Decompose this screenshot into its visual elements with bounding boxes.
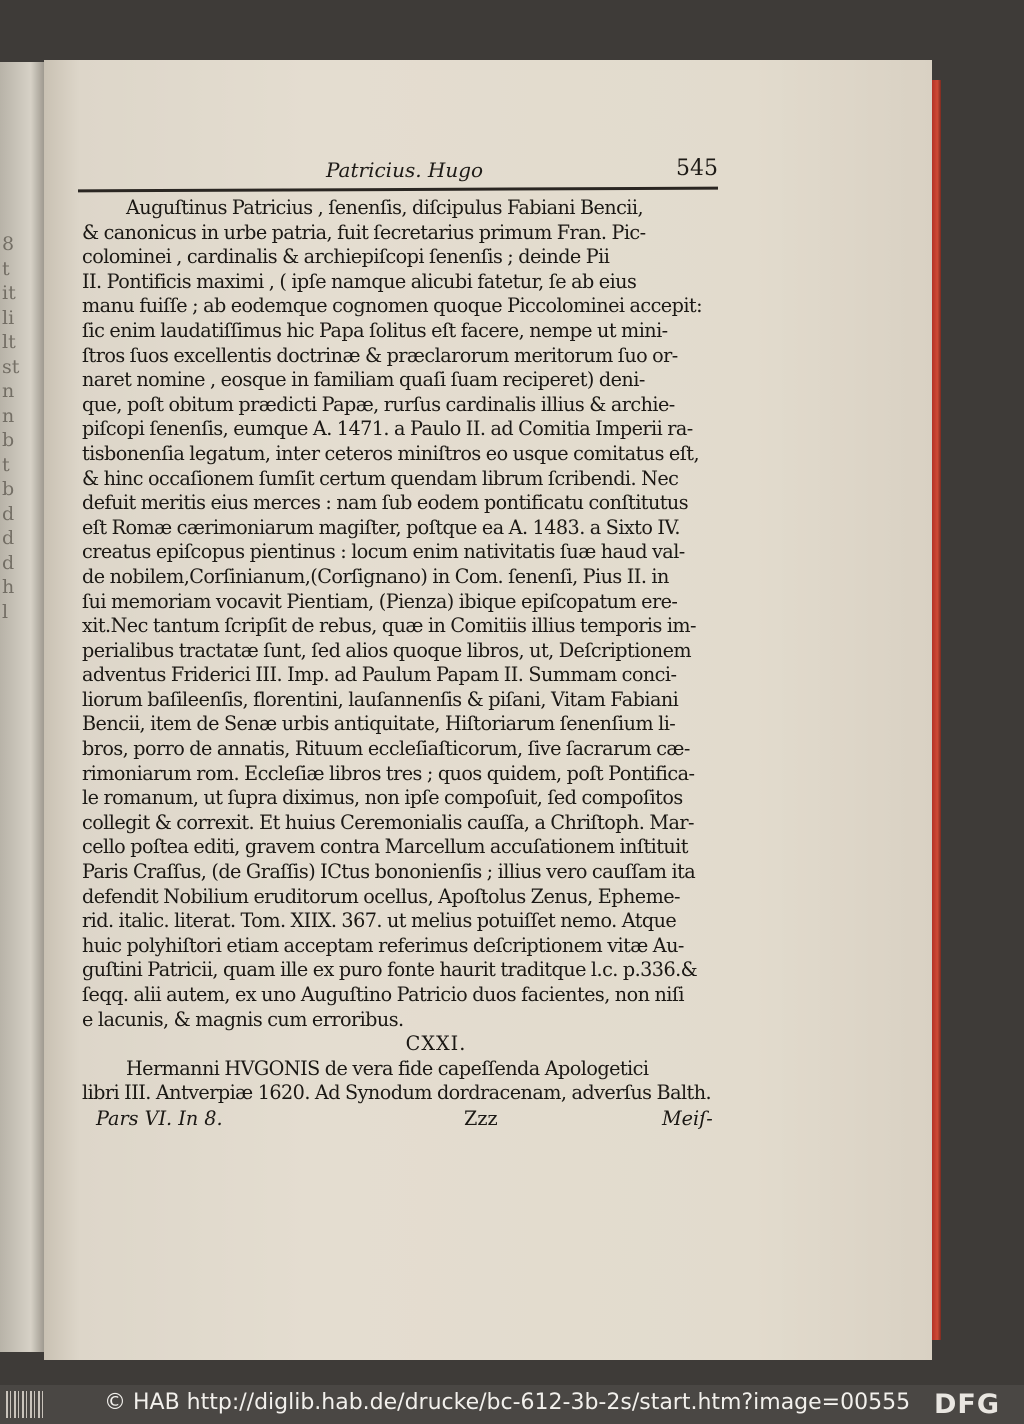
source-credit-link[interactable]: © HAB http://diglib.hab.de/drucke/bc-612-3b-2s/start.htm?image=00555 — [104, 1390, 911, 1415]
previous-page-edge — [0, 62, 44, 1352]
text-line: rimoniarum rom. Eccleſiæ libros tres ; quos quidem, poſt Pontifica- — [82, 761, 695, 785]
catchword: Meiſ- — [662, 1106, 713, 1130]
page-footer — [82, 1106, 720, 1132]
dfg-logo: DFG — [934, 1389, 1001, 1420]
section-text-line: Hermanni HVGONIS de vera fide capeſſenda Apologetici — [126, 1056, 649, 1080]
page-number: 545 — [676, 156, 718, 181]
text-line: ſui memoriam vocavit Pientiam, (Pienza) ibique epiſcopatum ere- — [82, 589, 678, 613]
text-line: & hinc occaſionem ſumſit certum quendam librum ſcribendi. Nec — [82, 466, 679, 490]
text-line: adventus Friderici III. Imp. ad Paulum Papam II. Summam conci- — [82, 663, 677, 687]
text-line: defendit Nobilium eruditorum ocellus, Apoſtolus Zenus, Epheme- — [82, 884, 680, 908]
text-line: guſtini Patricii, quam ille ex puro fonte haurit traditque l.c. p.336.& — [82, 958, 698, 982]
text-line: Auguſtinus Patricius , ſenenſis, diſcipulus Fabiani Bencii, — [126, 196, 644, 219]
text-line: Bencii, item de Senæ urbis antiquitate, Hiſtoriarum ſenenſium li- — [82, 712, 676, 736]
section-number: CXXI. — [405, 1032, 467, 1056]
text-line: perialibus tractatæ ſunt, ſed alios quoque libros, ut, Deſcriptionem — [82, 638, 692, 662]
text-line: collegit & correxit. Et huius Ceremonialis cauſſa, a Chriſtoph. Mar- — [82, 810, 694, 834]
text-line: le romanum, ut ſupra diximus, non ipſe compoſuit, ſed compoſitos — [82, 786, 683, 810]
signature-mark: Pars VI. In 8. — [96, 1106, 223, 1130]
page-text — [82, 196, 720, 1132]
running-title: Patricius. Hugo — [326, 158, 484, 182]
text-line: liorum baſileenſis, florentini, lauſannenſis & piſani, Vitam Fabiani — [82, 687, 679, 711]
running-head — [0, 158, 1024, 188]
text-line: creatus epiſcopus pientinus : locum enim nativitatis ſuæ haud val- — [82, 540, 685, 564]
text-line: eſt Romæ cærimoniarum magiſter, poſtque ea A. 1483. a Sixto IV. — [82, 515, 680, 539]
previous-page-fragments: 8 t it li lt st n n b t b d d d h l — [2, 233, 20, 623]
text-line: ſic enim laudatiſſimus hic Papa ſolitus eſt facere, nempe ut mini- — [82, 318, 668, 342]
text-line: e lacunis, & magnis cum erroribus. — [82, 1007, 404, 1031]
text-line: bros, porro de annatis, Rituum eccleſiaſticorum, ſive ſacrarum cæ- — [82, 737, 690, 761]
text-line: defuit meritis eius merces : nam ſub eodem pontificatu conſtitutus — [82, 491, 689, 515]
text-line: piſcopi ſenenſis, eumque A. 1471. a Paulo II. ad Comitia Imperii ra- — [82, 417, 693, 441]
text-line: rid. italic. literat. Tom. XIIX. 367. ut melius potuiſſet nemo. Atque — [82, 909, 677, 933]
red-page-edge — [932, 80, 941, 1340]
viewer-footer-bar — [0, 1385, 1024, 1424]
barcode-icon — [6, 1391, 46, 1418]
text-line: de nobilem,Corſinianum,(Corſignano) in Com. ſenenſi, Pius II. in — [82, 564, 669, 588]
text-line: & canonicus in urbe patria, fuit ſecretarius primum Fran. Pic- — [82, 220, 646, 244]
section-text-line: libri III. Antverpiæ 1620. Ad Synodum dordracenam, adverſus Balth. — [82, 1081, 712, 1105]
text-line: huic polyhiſtori etiam acceptam referimus deſcriptionem vitæ Au- — [82, 933, 684, 957]
text-line: xit.Nec tantum ſcripſit de rebus, quæ in Comitiis illius temporis im- — [82, 614, 696, 638]
text-line: Paris Craſſus, (de Graſſis) ICtus bononienſis ; illius vero cauſſam ita — [82, 860, 696, 884]
text-line: ſeqq. alii autem, ex uno Auguſtino Patricio duos facientes, non niſi — [82, 983, 685, 1006]
text-line: naret nomine , eosque in familiam quaſi ſuam reciperet) deni- — [82, 368, 645, 392]
text-line: manu fuiſſe ; ab eodemque cognomen quoque Piccolominei accepit: — [82, 294, 702, 318]
text-line: ſtros ſuos excellentis doctrinæ & præclarorum meritorum ſuo or- — [82, 343, 678, 367]
text-line: tisbonenſia legatum, inter ceteros miniſtros eo usque comitatus eſt, — [82, 441, 699, 465]
text-line: II. Pontificis maximi , ( ipſe namque alicubi fatetur, ſe ab eius — [82, 269, 637, 293]
gathering-mark: Zzz — [464, 1106, 498, 1130]
text-line: cello poſtea editi, gravem contra Marcellum accuſationem inſtituit — [82, 835, 688, 859]
text-line: que, poſt obitum prædicti Papæ, rurſus cardinalis illius & archie- — [82, 392, 675, 416]
text-line: colominei , cardinalis & archiepiſcopi ſenenſis ; deinde Pii — [82, 245, 610, 269]
